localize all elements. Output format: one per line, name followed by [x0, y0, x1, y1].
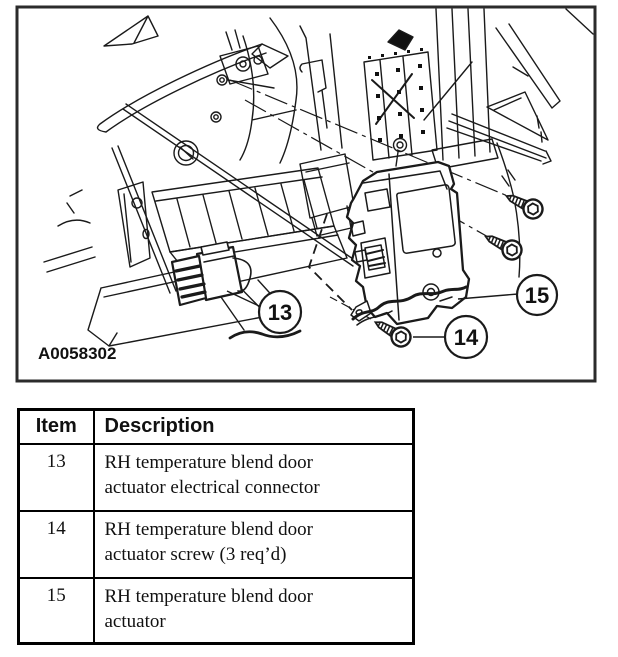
callout-13-number: 13 — [267, 300, 293, 325]
table-row — [19, 578, 414, 644]
table-header-row — [19, 410, 414, 445]
item-column-header: Item — [19, 410, 94, 445]
item-number: 14 — [19, 511, 94, 578]
item-description: RH temperature blend door actuator electrical connector — [104, 452, 320, 498]
item-number: 15 — [19, 578, 94, 644]
figure-id-label: A0058302 — [38, 344, 117, 363]
callout-15-number: 15 — [524, 283, 550, 308]
blend-door-actuator — [347, 162, 469, 325]
item-description: RH temperature blend door actuator — [104, 586, 313, 632]
description-column-header: Description — [94, 410, 414, 445]
table-row — [19, 444, 414, 511]
item-description: RH temperature blend door actuator screw (3 req’d) — [104, 519, 313, 565]
parts-table — [17, 408, 415, 645]
item-number: 13 — [19, 444, 94, 511]
callout-14-number: 14 — [453, 325, 479, 350]
table-row — [19, 511, 414, 578]
